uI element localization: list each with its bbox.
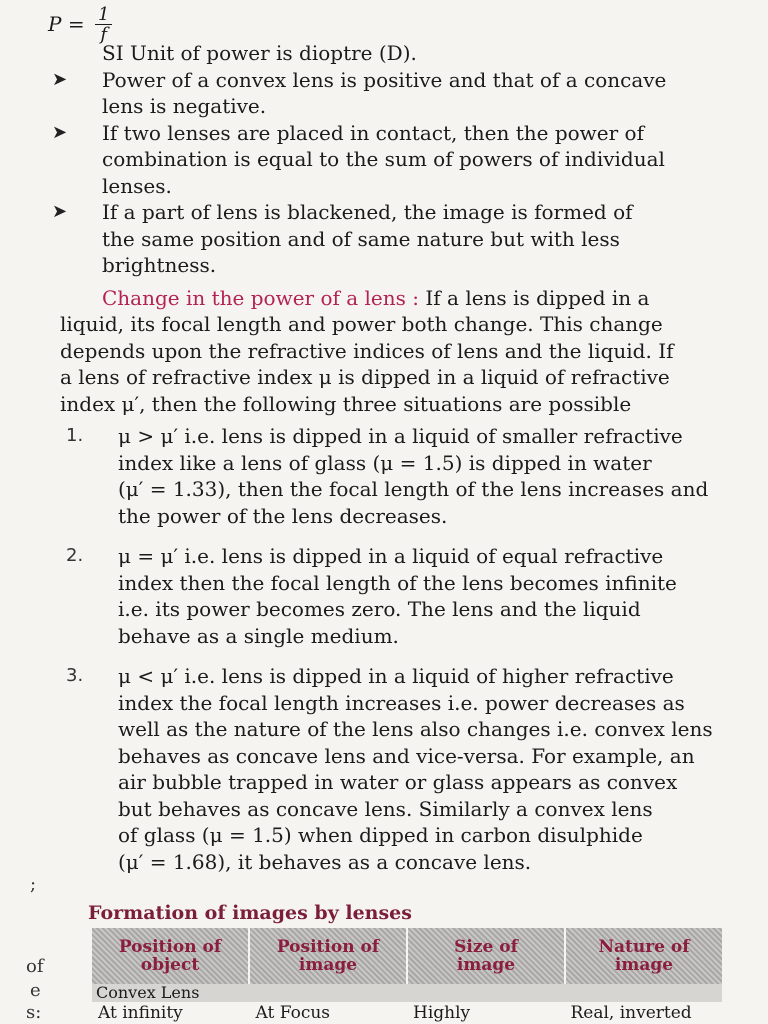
paragraph-line: a lens of refractive index μ is dipped in a liquid of refractive: [60, 365, 670, 389]
table-title: Formation of images by lenses: [88, 902, 412, 924]
change-paragraph-first-line: Change in the power of a lens : If a lens is dipped in a: [102, 285, 650, 310]
margin-mark: of: [26, 956, 44, 977]
paragraph-line: index μ′, then the following three situations are possible: [60, 391, 632, 416]
intro-line: SI Unit of power is dioptre (D).: [102, 41, 417, 65]
fraction: $\frac{1}{f}$: [95, 6, 112, 45]
header-cell: Nature of image: [598, 937, 690, 975]
item-number: 3.: [66, 665, 84, 686]
paragraph-line: liquid, its focal length and power both change. This change: [60, 312, 663, 336]
table-cell: At Focus: [255, 1003, 331, 1023]
bullet-item: ➤ If a part of lens is blackened, the image is formed of the same position and of same nature but with less brightness.: [52, 200, 633, 277]
table-cell: Real, inverted: [570, 1003, 692, 1023]
header-cell: Position of image: [250, 928, 408, 984]
item-number: 1.: [66, 425, 84, 446]
table-header: [92, 928, 722, 984]
image-formation-table: [92, 928, 722, 1024]
arrowhead-bullet-icon: ➤: [52, 68, 68, 90]
margin-mark: s:: [26, 1002, 42, 1023]
text-body: [52, 40, 722, 875]
arrowhead-bullet-icon: ➤: [52, 201, 68, 222]
header-cell: Position of object: [92, 928, 250, 984]
section-heading: Change in the power of a lens :: [102, 285, 420, 310]
situation-item: 2. μ = μ′ i.e. lens is dipped in a liquid of equal refractive index then the focal length of the lens becomes infinite i.e. its power becomes zero. The lens and the liquid behave as a single medium.: [66, 544, 677, 648]
item-number: 2.: [66, 545, 84, 566]
table-cell: At infinity: [98, 1003, 183, 1023]
paragraph-line: depends upon the refractive indices of lens and the liquid. If: [60, 338, 674, 363]
power-formula: P = $\frac{1}{f}$: [48, 6, 112, 45]
situation-item: 1. μ > μ′ i.e. lens is dipped in a liquid of smaller refractive index like a lens of glass (μ = 1.5) is dipped in water (μ′ = 1.33), then the focal length of the lens increases and the power of the lens decreases.: [66, 424, 709, 528]
table-subhead: Convex Lens: [92, 984, 722, 1002]
table-cell: Highly: [413, 1003, 471, 1023]
margin-mark: ;: [30, 874, 37, 895]
arrowhead-bullet-icon: ➤: [52, 121, 68, 143]
bullet-item: ➤ Power of a convex lens is positive and that of a concave lens is negative.: [52, 67, 667, 118]
bullet-item: ➤ If two lenses are placed in contact, then the power of combination is equal to the sum of powers of individual lenses.: [52, 120, 665, 198]
header-cell: Size of image: [408, 928, 566, 984]
situation-item: 3. μ < μ′ i.e. lens is dipped in a liquid of higher refractive index the focal length increases i.e. power decreases as well as the nature of the lens also changes i.e. convex lens behaves as concave lens and vice-versa. For example, an air bubble trapped in water or glass appears as convex but behaves as concave lens. Similarly a convex lens of glass (μ = 1.5) when dipped in carbon disulphide (μ′ = 1.68), it behaves as a concave lens.: [66, 664, 713, 874]
margin-mark: e: [30, 980, 41, 1001]
table-row: [92, 1002, 722, 1024]
